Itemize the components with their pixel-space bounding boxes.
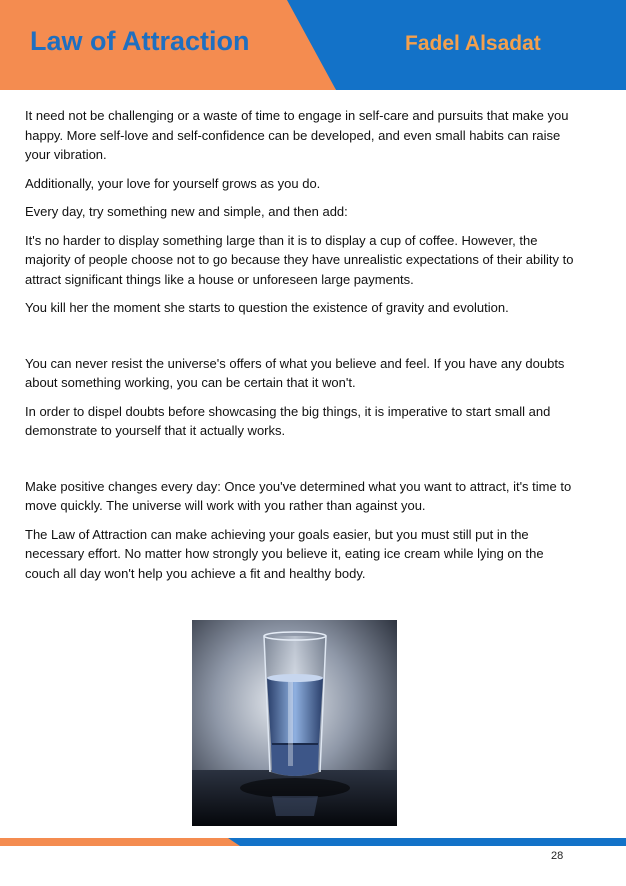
paragraph: It's no harder to display something large than it is to display a cup of coffee. However, the majority of people choose not to go because they have unrealistic expectations of their ability to attract significant things like a house or unforeseen large payments. [25, 232, 574, 287]
paragraph: Additionally, your love for yourself grows as you do. [25, 175, 321, 191]
paragraph: The Law of Attraction can make achieving your goals easier, but you must still put in the necessary effort. No matter how strongly you believe it, eating ice cream while lying on the couch all day won't help you achieve a fit and healthy body. [25, 526, 544, 581]
spacer [25, 327, 580, 354]
paragraph: You can never resist the universe's offers of what you believe and feel. If you have any doubts about something working, you can be certain that it won't. [25, 355, 565, 390]
spacer [25, 450, 580, 477]
body-text [25, 106, 580, 592]
paragraph: In order to dispel doubts before showcasing the big things, it is imperative to start small and demonstrate to yourself that it actually works. [25, 403, 551, 438]
paragraph: Every day, try something new and simple, and then add: [25, 204, 348, 219]
author-name: Fadel Alsadat [405, 32, 541, 55]
document-title: Law of Attraction [30, 26, 250, 56]
paragraph: It need not be challenging or a waste of time to engage in self-care and pursuits that make you happy. More self-love and self-confidence can be developed, and even small habits can raise your vibration. [25, 108, 569, 162]
footer-bar [0, 836, 626, 850]
paragraph: Make positive changes every day: Once you've determined what you want to attract, it's time to move quickly. The universe will work with you rather than against you. [25, 478, 572, 513]
page-footer [0, 836, 626, 850]
page-header [0, 0, 626, 90]
glass-of-water-photo [192, 620, 397, 826]
paragraph: You kill her the moment she starts to question the existence of gravity and evolution. [25, 300, 509, 315]
page-number: 28 [551, 850, 564, 862]
